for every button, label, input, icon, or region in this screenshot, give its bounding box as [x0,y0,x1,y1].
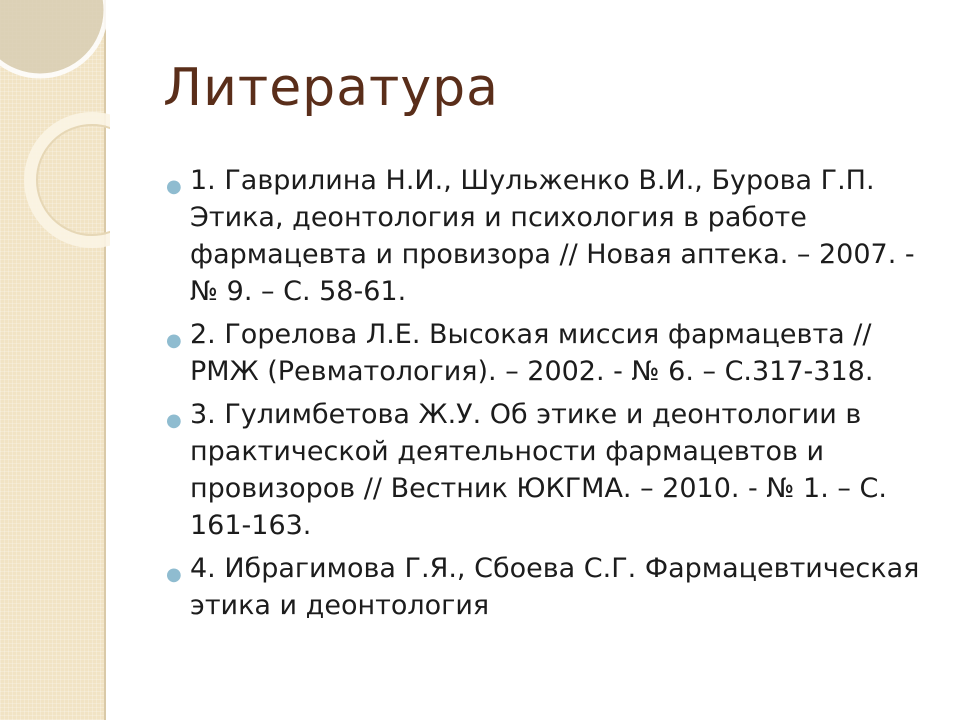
reference-text: 1. Гаврилина Н.И., Шульженко В.И., Бурова Г.П. Этика, деонтология и психология в работе фармацевта и провизора // Новая аптека. – 2007. - № 9. – С. 58-61. [190,165,915,307]
reference-item [166,162,936,310]
bullet-dot-icon: ● [166,410,182,431]
bullet-dot-icon: ● [166,176,182,197]
reference-text: 2. Горелова Л.Е. Высокая миссия фармацевта // РМЖ (Ревматология). – 2002. - № 6. – С.317-318. [190,319,874,387]
reference-text: 3. Гулимбетова Ж.У. Об этике и деонтологии в практической деятельности фармацевтов и провизоров // Вестник ЮКГМА. – 2010. - № 1. – С. 161-163. [190,399,887,541]
bullet-dot-icon: ● [166,564,182,585]
decorative-circles-graphic [0,0,110,300]
decorative-ring [30,118,110,242]
reference-item [166,550,936,624]
reference-item [166,316,936,390]
page-title: Литература [163,58,499,118]
reference-text: 4. Ибрагимова Г.Я., Сбоева С.Г. Фармацевтическая этика и деонтология [190,553,920,621]
bullet-dot-icon: ● [166,330,182,351]
decorative-circle-large [0,0,106,76]
reference-list [166,162,936,630]
reference-item [166,396,936,544]
